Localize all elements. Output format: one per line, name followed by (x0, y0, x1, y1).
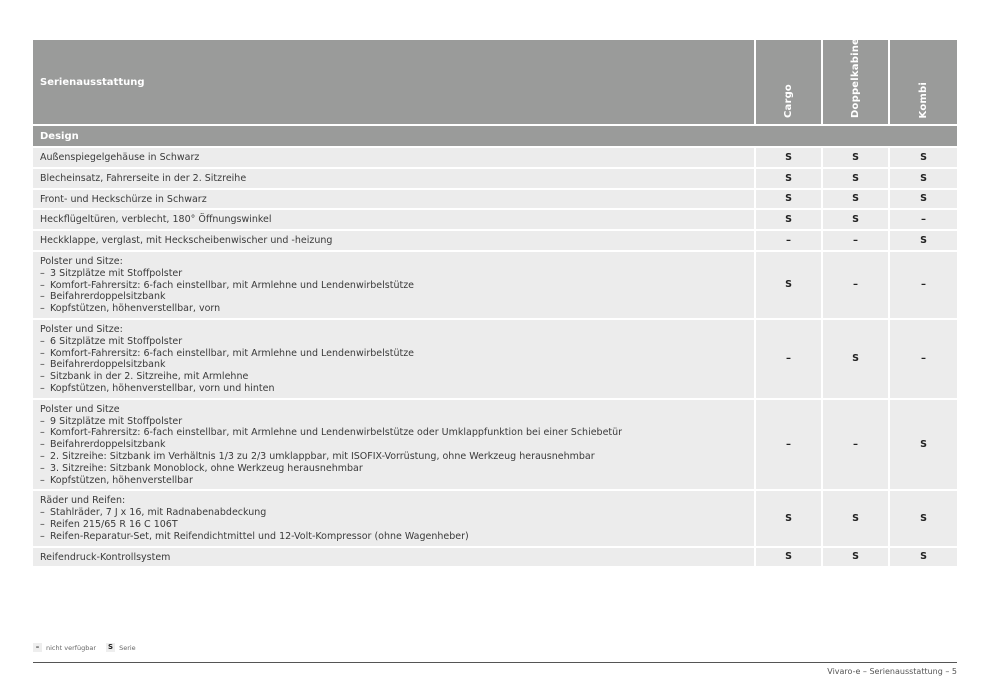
feature-sub-item (40, 416, 747, 428)
feature-title: Heckklappe, verglast, mit Heckscheibenwischer und -heizung (40, 235, 333, 247)
legend-item-not-available (33, 643, 96, 652)
value-cell-kombi: S (920, 151, 927, 163)
sub-item-text: 2. Sitzreihe: Sitzbank im Verhältnis 1/3 zu 2/3 umklappbar, mit ISOFIX-Vorrüstung, ohne Werkzeug herausnehmbar (50, 450, 595, 462)
bullet-dash: – (40, 450, 45, 462)
sub-item-text: Komfort-Fahrersitz: 6-fach einstellbar, mit Armlehne und Lendenwirbelstütze (50, 347, 415, 359)
feature-cell (33, 491, 756, 545)
section-label: Design (40, 131, 79, 142)
table-body (33, 148, 957, 568)
value-cell-kombi: – (921, 353, 926, 365)
value-cell-cargo: S (756, 548, 823, 567)
value-cell-doppelkabine: S (823, 320, 890, 398)
legend (33, 643, 146, 652)
sub-item-text: Reifen 215/65 R 16 C 106T (50, 518, 178, 530)
feature-cell (33, 548, 756, 567)
feature-title: Front- und Heckschürze in Schwarz (40, 193, 207, 205)
sub-item-text: Komfort-Fahrersitz: 6-fach einstellbar, mit Armlehne und Lendenwirbelstütze oder Umklappfunktion bei einer Schiebetür (50, 427, 623, 439)
sub-item-text: Beifahrerdoppelsitzbank (50, 359, 166, 371)
column-header-doppelkabine (823, 40, 890, 124)
feature-cell (33, 190, 756, 209)
table-row (33, 148, 957, 169)
value-cell-cargo: – (756, 320, 823, 398)
feature-sub-item (40, 348, 747, 360)
bullet-dash: – (40, 347, 45, 359)
sub-item-text: Beifahrerdoppelsitzbank (50, 291, 166, 303)
feature-cell (33, 252, 756, 318)
value-cell-kombi: S (920, 439, 927, 451)
column-header-kombi (890, 40, 957, 124)
value-cell-doppelkabine: S (823, 148, 890, 167)
feature-title: Reifendruck-Kontrollsystem (40, 551, 171, 563)
column-header-cargo (756, 40, 823, 124)
bullet-dash: – (40, 462, 45, 474)
sub-item-text: Kopfstützen, höhenverstellbar (50, 474, 193, 486)
feature-sub-item (40, 519, 747, 531)
sub-item-text: Reifen-Reparatur-Set, mit Reifendichtmittel und 12-Volt-Kompressor (ohne Wagenheber) (50, 530, 469, 542)
value-cell-kombi: – (921, 214, 926, 226)
feature-sub-item (40, 451, 747, 463)
bullet-dash: – (40, 335, 45, 347)
value-cell-kombi: S (920, 172, 927, 184)
table-row (33, 252, 957, 320)
value-cell-kombi: S (920, 235, 927, 247)
feature-cell (33, 169, 756, 188)
feature-title: Außenspiegelgehäuse in Schwarz (40, 152, 200, 163)
sub-item-text: Kopfstützen, höhenverstellbar, vorn und hinten (50, 382, 275, 394)
bullet-dash: – (40, 439, 45, 451)
table-header (33, 40, 957, 126)
equipment-table (33, 40, 957, 568)
value-cell-cargo: S (756, 491, 823, 545)
column-label: Kombi (918, 81, 929, 118)
value-cell-cargo: S (756, 252, 823, 318)
value-cell-kombi: S (920, 551, 927, 563)
bullet-dash: – (40, 371, 45, 383)
bullet-dash: – (40, 303, 45, 315)
feature-sub-item (40, 268, 747, 280)
bullet-dash: – (40, 518, 45, 530)
bullet-dash: – (40, 382, 45, 394)
feature-title: Polster und Sitze: (40, 323, 123, 335)
table-row (33, 491, 957, 547)
table-row (33, 231, 957, 252)
sub-item-text: Beifahrerdoppelsitzbank (50, 439, 166, 451)
value-cell-kombi: S (920, 193, 927, 205)
value-cell-doppelkabine: – (823, 231, 890, 250)
sub-item-text: Sitzbank in der 2. Sitzreihe, mit Armlehne (50, 371, 249, 383)
feature-sub-item (40, 475, 747, 487)
bullet-dash: – (40, 267, 45, 279)
feature-sub-item (40, 531, 747, 543)
feature-sub-item (40, 439, 747, 451)
bullet-dash: – (40, 427, 45, 439)
feature-cell (33, 320, 756, 398)
value-cell-doppelkabine: S (823, 169, 890, 188)
value-cell-doppelkabine: S (823, 190, 890, 209)
bullet-dash: – (40, 291, 45, 303)
bullet-dash: – (40, 507, 45, 519)
column-label: Doppelkabine (850, 38, 861, 118)
value-cell-cargo: – (756, 231, 823, 250)
column-label: Cargo (783, 83, 794, 118)
value-cell-doppelkabine: – (823, 252, 890, 318)
sub-item-text: Komfort-Fahrersitz: 6-fach einstellbar, mit Armlehne und Lendenwirbelstütze (50, 279, 415, 291)
footer-divider (33, 662, 957, 663)
feature-sub-item (40, 359, 747, 371)
page-footer: Vivaro-e – Serienausstattung – 5 (827, 667, 957, 676)
sub-item-text: Kopfstützen, höhenverstellbar, vorn (50, 303, 221, 315)
legend-label: nicht verfügbar (46, 643, 97, 652)
value-cell-cargo: – (756, 400, 823, 490)
table-row (33, 210, 957, 231)
feature-title: Heckflügeltüren, verblecht, 180° Öffnungswinkel (40, 214, 272, 226)
feature-sub-item (40, 280, 747, 292)
bullet-dash: – (40, 530, 45, 542)
feature-title: Polster und Sitze (40, 403, 120, 415)
table-row (33, 320, 957, 400)
sub-item-text: 9 Sitzplätze mit Stoffpolster (50, 415, 183, 427)
feature-sub-item (40, 336, 747, 348)
feature-sub-item (40, 463, 747, 475)
table-row (33, 190, 957, 211)
table-row (33, 169, 957, 190)
feature-cell (33, 148, 756, 167)
feature-cell (33, 210, 756, 229)
feature-title: Räder und Reifen: (40, 495, 126, 507)
value-cell-doppelkabine: S (823, 210, 890, 229)
value-cell-cargo: S (756, 190, 823, 209)
feature-cell (33, 400, 756, 490)
value-cell-kombi: S (920, 512, 927, 524)
sub-item-text: 3 Sitzplätze mit Stoffpolster (50, 267, 183, 279)
value-cell-cargo: S (756, 148, 823, 167)
legend-label: Serie (119, 643, 136, 652)
feature-sub-item (40, 427, 747, 439)
sub-item-text: 6 Sitzplätze mit Stoffpolster (50, 335, 183, 347)
feature-title: Blecheinsatz, Fahrerseite in der 2. Sitzreihe (40, 172, 247, 184)
value-cell-doppelkabine: S (823, 491, 890, 545)
table-row (33, 548, 957, 569)
value-cell-doppelkabine: S (823, 548, 890, 567)
legend-item-standard (106, 643, 136, 652)
bullet-dash: – (40, 359, 45, 371)
feature-sub-item (40, 291, 747, 303)
sub-item-text: Stahlräder, 7 J x 16, mit Radnabenabdeckung (50, 507, 267, 519)
section-header (33, 126, 957, 148)
feature-sub-item (40, 383, 747, 395)
value-cell-cargo: S (756, 210, 823, 229)
legend-symbol: S (108, 643, 114, 651)
table-row (33, 400, 957, 492)
feature-title: Polster und Sitze: (40, 255, 123, 267)
bullet-dash: – (40, 279, 45, 291)
feature-sub-item (40, 303, 747, 315)
value-cell-doppelkabine: – (823, 400, 890, 490)
value-cell-cargo: S (756, 169, 823, 188)
header-title: Serienausstattung (33, 40, 756, 124)
bullet-dash: – (40, 474, 45, 486)
sub-item-text: 3. Sitzreihe: Sitzbank Monoblock, ohne Werkzeug herausnehmbar (50, 462, 363, 474)
legend-symbol: – (33, 643, 42, 652)
feature-cell (33, 231, 756, 250)
bullet-dash: – (40, 415, 45, 427)
feature-sub-item (40, 507, 747, 519)
feature-sub-item (40, 371, 747, 383)
value-cell-kombi: – (921, 279, 926, 291)
